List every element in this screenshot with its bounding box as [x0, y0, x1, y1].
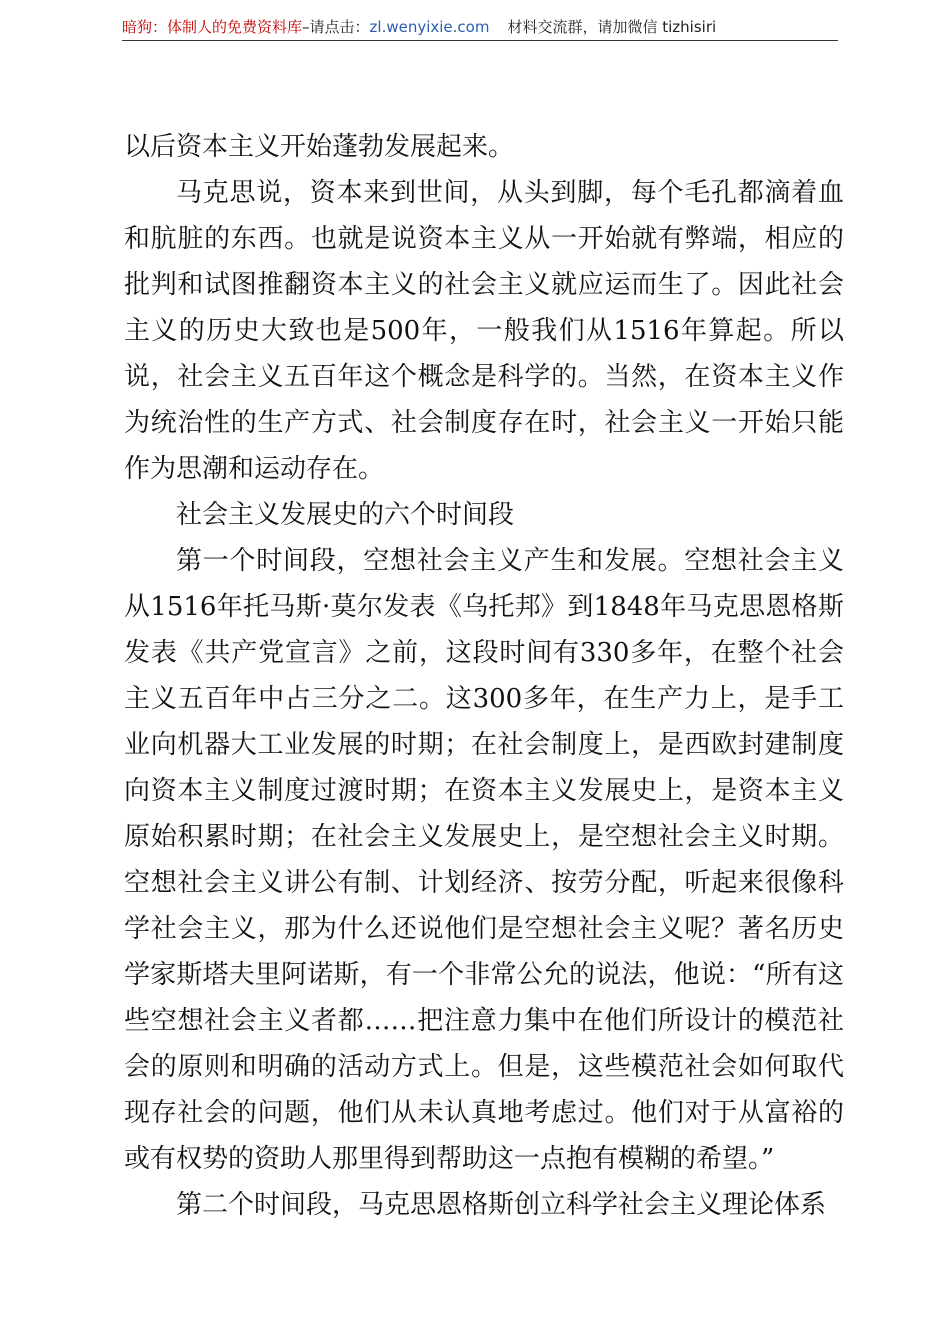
page-header	[122, 16, 838, 38]
paragraph-second-period: 第二个时间段，马克思恩格斯创立科学社会主义理论体系	[176, 1190, 827, 1220]
header-divider	[122, 40, 838, 41]
paragraph-continuation: 以后资本主义开始蓬勃发展起来。	[124, 132, 515, 162]
header-prompt: –请点击：	[302, 18, 370, 36]
paragraph-first-period: 第一个时间段，空想社会主义产生和发展。空想社会主义从1516年托马斯·莫尔发表《乌托邦》到1848年马克思恩格斯发表《共产党宣言》之前，这段时间有330多年，在整个社会主义五百年中占三分之二。这300多年，在生产力上，是手工业向机器大工业发展的时期；在社会制度上，是西欧封建制度向资本主义制度过渡时期；在资本主义发展史上，是资本主义原始积累时期；在社会主义发展史上，是空想社会主义时期。空想社会主义讲公有制、计划经济、按劳分配，听起来很像科学社会主义，那为什么还说他们是空想社会主义呢？著名历史学家斯塔夫里阿诺斯，有一个非常公允的说法，他说：“所有这些空想社会主义者都……把注意力集中在他们所设计的模范社会的原则和明确的活动方式上。但是，这些模范社会如何取代现存社会的问题，他们从未认真地考虑过。他们对于从富裕的或有权势的资助人那里得到帮助这一点抱有模糊的希望。”	[124, 546, 844, 1174]
section-heading: 社会主义发展史的六个时间段	[176, 500, 515, 530]
header-link[interactable]: zl.wenyixie.com	[369, 18, 490, 36]
header-brand: 暗狗：体制人的免费资料库	[122, 18, 303, 36]
paragraph-marx-quote: 马克思说，资本来到世间，从头到脚，每个毛孔都滴着血和肮脏的东西。也就是说资本主义从一开始就有弊端，相应的批判和试图推翻资本主义的社会主义就应运而生了。因此社会主义的历史大致也是500年，一般我们从1516年算起。所以说，社会主义五百年这个概念是科学的。当然，在资本主义作为统治性的生产方式、社会制度存在时，社会主义一开始只能作为思潮和运动存在。	[124, 178, 844, 484]
header-contact: 材料交流群，请加微信 tizhisiri	[507, 18, 717, 36]
document-body	[124, 124, 844, 1228]
